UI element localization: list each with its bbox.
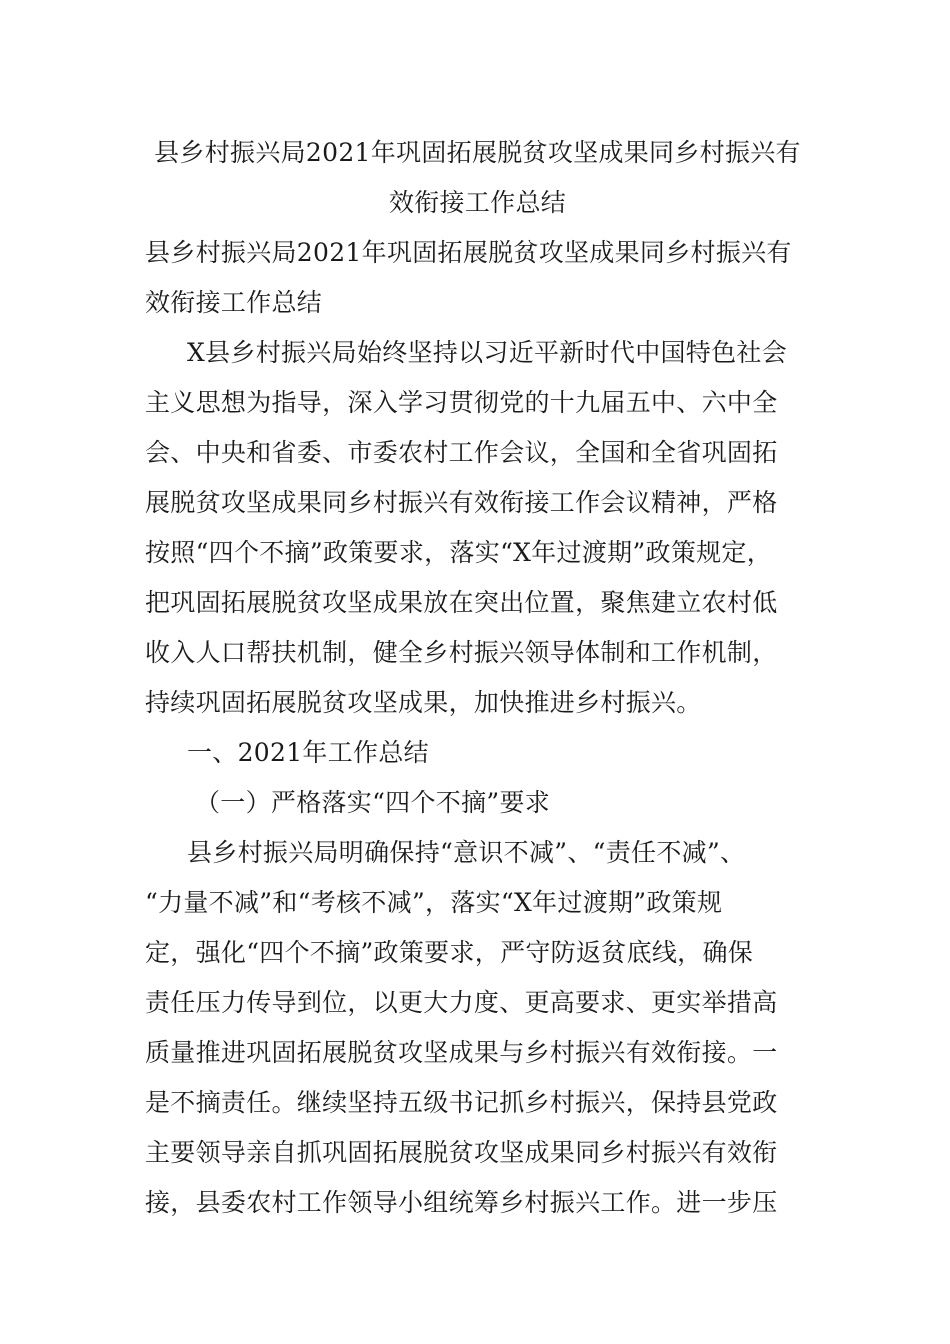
intro-line-1: X县乡村振兴局始终坚持以习近平新时代中国特色社会 [187, 338, 787, 367]
intro-line-3: 会、中央和省委、市委农村工作会议，全国和全省巩固拓 [145, 438, 778, 467]
intro-line-2: 主义思想为指导，深入学习贯彻党的十九届五中、六中全 [145, 388, 778, 417]
doc-title-line-2: 效衔接工作总结 [388, 188, 567, 217]
body-line-3: 定，强化“四个不摘”政策要求，严守防返贫底线，确保 [145, 938, 754, 967]
subsection-heading: （一）严格落实“四个不摘”要求 [195, 788, 551, 817]
doc-title-line-1: 县乡村振兴局2021年巩固拓展脱贫攻坚成果同乡村振兴有 [154, 138, 801, 167]
document-page [145, 128, 810, 1228]
body-line-6: 是不摘责任。继续坚持五级书记抓乡村振兴，保持县党政 [145, 1088, 778, 1117]
intro-line-8: 持续巩固拓展脱贫攻坚成果，加快推进乡村振兴。 [145, 688, 702, 717]
section-heading: 一、2021年工作总结 [187, 738, 429, 767]
intro-line-6: 把巩固拓展脱贫攻坚成果放在突出位置，聚焦建立农村低 [145, 588, 778, 617]
body-line-8: 接，县委农村工作领导小组统筹乡村振兴工作。进一步压 [145, 1188, 778, 1217]
doc-subtitle-line-2: 效衔接工作总结 [145, 288, 323, 317]
body-line-2: “力量不减”和“考核不减”，落实“X年过渡期”政策规 [145, 888, 723, 917]
body-line-1: 县乡村振兴局明确保持“意识不减”、“责任不减”、 [187, 838, 746, 867]
body-line-5: 质量推进巩固拓展脱贫攻坚成果与乡村振兴有效衔接。一 [145, 1038, 778, 1067]
body-line-7: 主要领导亲自抓巩固拓展脱贫攻坚成果同乡村振兴有效衔 [145, 1138, 778, 1167]
intro-line-4: 展脱贫攻坚成果同乡村振兴有效衔接工作会议精神，严格 [145, 488, 778, 517]
doc-subtitle-line-1: 县乡村振兴局2021年巩固拓展脱贫攻坚成果同乡村振兴有 [145, 238, 792, 267]
intro-line-5: 按照“四个不摘”政策要求，落实“X年过渡期”政策规定， [145, 538, 773, 567]
body-line-4: 责任压力传导到位，以更大力度、更高要求、更实举措高 [145, 988, 778, 1017]
intro-line-7: 收入人口帮扶机制，健全乡村振兴领导体制和工作机制， [145, 638, 778, 667]
